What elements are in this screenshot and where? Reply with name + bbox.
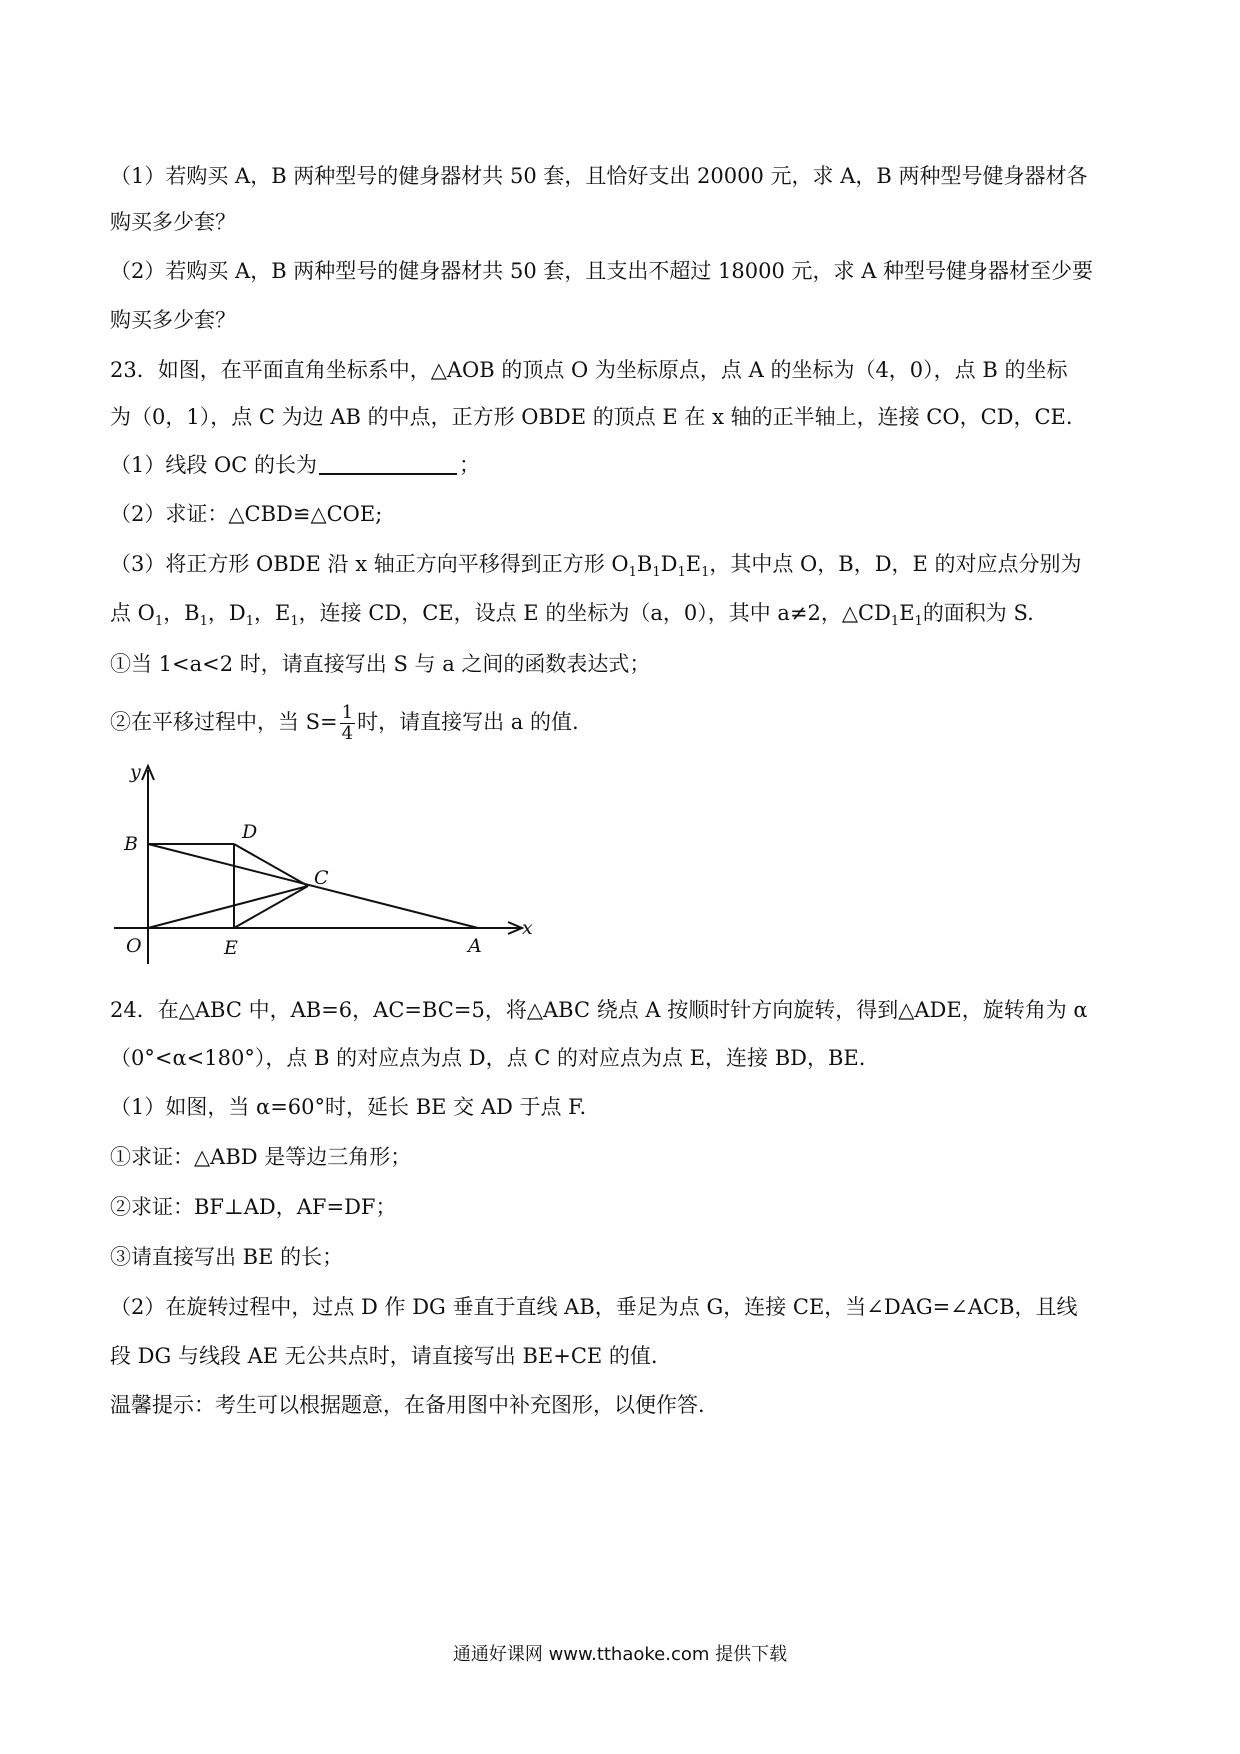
q23-part3-text-a: （3）将正方形 OBDE 沿 x 轴正方向平移得到正方形 O — [110, 552, 629, 576]
text: E — [899, 601, 915, 625]
text: ，D — [207, 601, 246, 625]
q23-subpart1: ①当 1<a<2 时，请直接写出 S 与 a 之间的函数表达式； — [110, 652, 651, 676]
q23-part1-text: （1）线段 OC 的长为 — [110, 453, 317, 477]
letter-e: E — [685, 552, 702, 576]
subscript: 1 — [652, 565, 661, 581]
q24-stem-line1: 24．在△ABC 中，AB=6，AC=BC=5，将△ABC 绕点 A 按顺时针方向旋转，得到△ADE，旋转角为 α — [110, 998, 1088, 1022]
q24-subpart2: ②求证：BF⊥AD，AF=DF； — [110, 1195, 397, 1219]
subscript: 1 — [628, 565, 637, 581]
text: 的面积为 S. — [922, 601, 1034, 625]
segment-ec — [234, 886, 308, 928]
subscript: 1 — [245, 614, 255, 630]
tip-text: 温馨提示：考生可以根据题意，在备用图中补充图形，以便作答. — [110, 1393, 705, 1417]
q23-part1 — [110, 451, 480, 479]
q22-part1-line1: （1）若购买 A，B 两种型号的健身器材共 50 套，且恰好支出 20000 元，求 A，B 两种型号健身器材各 — [110, 164, 1088, 188]
text: ，E — [254, 601, 291, 625]
text: ，连接 CD，CE，设点 E 的坐标为（a，0），其中 a≠2，△CD — [298, 601, 891, 625]
q23-part3-line1 — [110, 550, 1082, 581]
q24-subpart1: ①求证：△ABD 是等边三角形； — [110, 1145, 412, 1169]
q23-part2: （2）求证：△CBD≌△COE; — [110, 502, 383, 526]
subscript: 1 — [914, 614, 923, 630]
q22-part2-line1: （2）若购买 A，B 两种型号的健身器材共 50 套，且支出不超过 18000 元，求 A 种型号健身器材至少要 — [110, 259, 1094, 283]
q23-stem-line2: 为（0，1），点 C 为边 AB 的中点，正方形 OBDE 的顶点 E 在 x 轴的正半轴上，连接 CO，CD，CE. — [110, 405, 1073, 429]
q23-subpart2 — [110, 700, 579, 744]
numerator: 1 — [341, 702, 354, 723]
q23-part3-text-b: ，其中点 O，B，D，E 的对应点分别为 — [709, 552, 1082, 576]
footer-credit: 通通好课网 www.tthaoke.com 提供下载 — [452, 1644, 788, 1665]
text: 时，请直接写出 a 的值. — [357, 710, 579, 734]
q22-part1-line2: 购买多少套？ — [110, 210, 236, 234]
q23-stem-line1: 23．如图，在平面直角坐标系中，△AOB 的顶点 O 为坐标原点，点 A 的坐标为（4，0），点 B 的坐标 — [110, 358, 1068, 382]
fraction — [340, 703, 355, 744]
subscript: 1 — [290, 614, 299, 630]
q22-part2-line2: 购买多少套？ — [110, 308, 236, 332]
q24-subpart3: ③请直接写出 BE 的长； — [110, 1245, 344, 1269]
subscript: 1 — [890, 614, 900, 630]
label-o: O — [126, 935, 142, 957]
segment-dc — [234, 844, 308, 886]
denominator: 4 — [341, 723, 354, 744]
q24-part2-line2: 段 DG 与线段 AE 无公共点时，请直接写出 BE+CE 的值. — [110, 1344, 658, 1368]
label-a: A — [468, 935, 482, 957]
answer-blank[interactable] — [319, 453, 457, 475]
label-b: B — [124, 833, 138, 855]
label-c: C — [314, 867, 329, 889]
subscript: 1 — [199, 614, 208, 630]
subscript: 1 — [154, 614, 164, 630]
label-x: x — [522, 917, 533, 939]
subscript: 1 — [677, 565, 686, 581]
label-d: D — [242, 821, 258, 843]
segment-oc — [148, 886, 308, 928]
q24-part2-line1: （2）在旋转过程中，过点 D 作 DG 垂直于直线 AB，垂足为点 G，连接 CE，当∠DAG=∠ACB，且线 — [110, 1295, 1078, 1319]
coordinate-figure — [110, 758, 533, 966]
subscript: 1 — [701, 565, 710, 581]
letter-d: D — [660, 552, 678, 576]
label-e: E — [224, 937, 238, 959]
letter-b: B — [636, 552, 653, 576]
text: 点 O — [110, 601, 155, 625]
q23-part3-line2 — [110, 599, 1034, 630]
q23-part1-end: ； — [459, 453, 480, 477]
q24-stem-line2: （0°<α<180°），点 B 的对应点为点 D，点 C 的对应点为点 E，连接 BD，BE. — [110, 1046, 866, 1070]
text: ②在平移过程中，当 S= — [110, 710, 338, 734]
label-y: y — [130, 761, 141, 783]
q24-part1: （1）如图，当 α=60°时，延长 BE 交 AD 于点 F. — [110, 1095, 587, 1119]
text: ，B — [163, 601, 200, 625]
